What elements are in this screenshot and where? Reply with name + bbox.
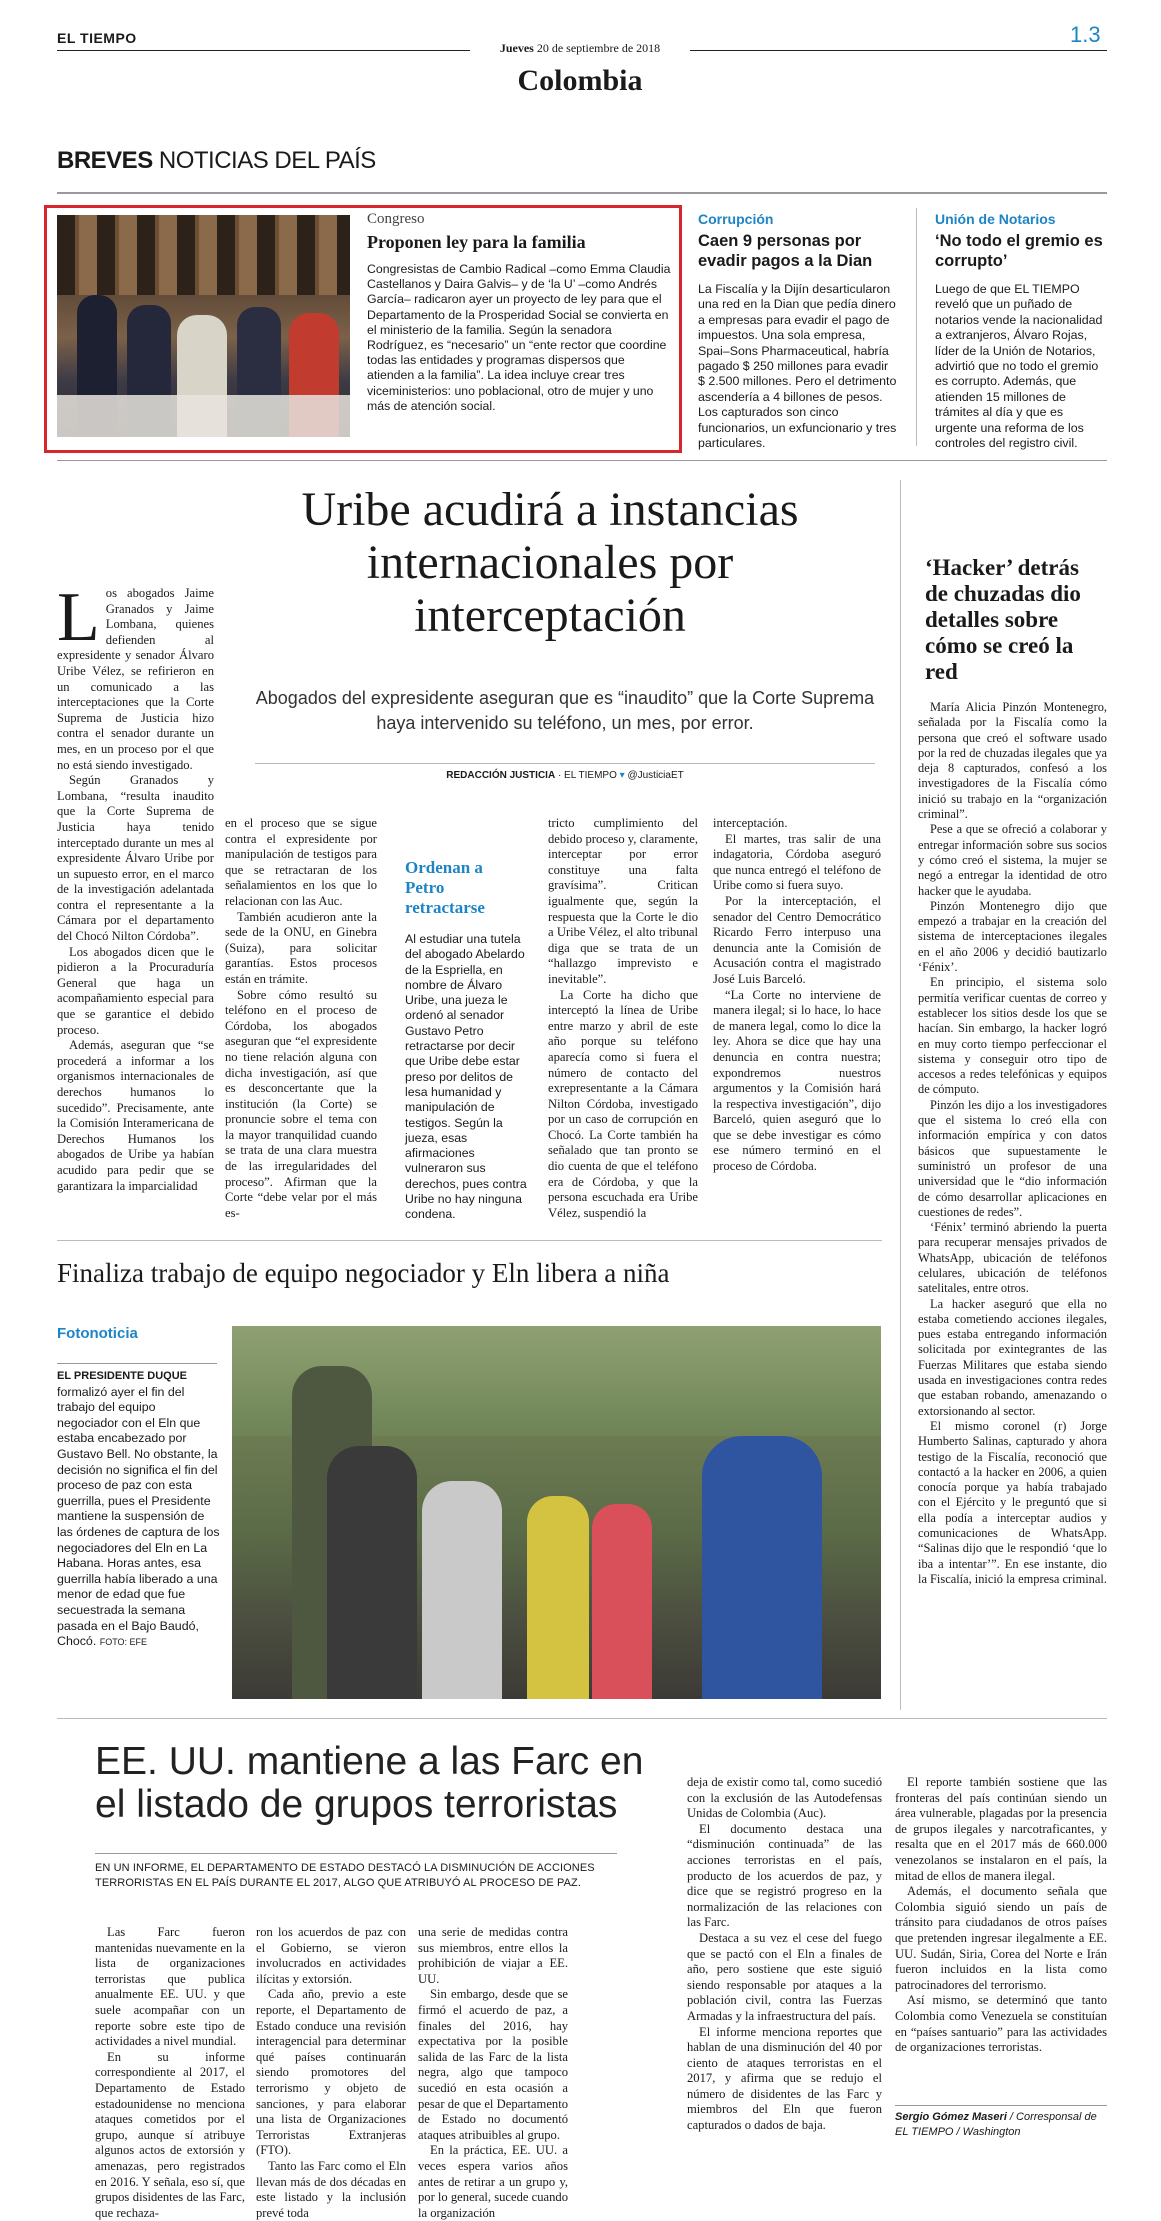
- dropcap: L: [57, 579, 100, 656]
- fotonoticia-kicker: Fotonoticia: [57, 1325, 138, 1342]
- notarios-kicker: Unión de Notarios: [935, 211, 1056, 227]
- hacker-headline: ‘Hacker’ detrás de chuzadas dio detalles sobre cómo se creó la red: [925, 555, 1081, 684]
- uribe-headline: Uribe acudirá a instancias internacionales por interceptación: [301, 483, 799, 642]
- corrupcion-body: La Fiscalía y la Dijín desarticularon una red en la Dian que pedía dinero a empresas para evadir el pago de impuestos. Una sola empresa, Spai–Sons Pharmaceutical, habría pagado $ 250 millones para evadir $ 2.500 millones. Pero el detrimento ascendería a 4 billones de pesos. Los capturados son cinco funcionarios, un exfuncionario y tres particulares.: [698, 282, 897, 451]
- eln-photo: [232, 1326, 881, 1699]
- farc-top-rule: [57, 1718, 1107, 1719]
- twitter-handle[interactable]: @JusticiaET: [627, 770, 684, 781]
- uribe-subtitle: Abogados del expresidente aseguran que es “inaudito” que la Corte Suprema haya intervenido su teléfono, un mes, por error.: [255, 688, 875, 733]
- farc-col-3: una serie de medidas contra sus miembros, entre ellos la prohibición de viajar a EE. UU. Sin embargo, desde que se firmó el acuerdo de paz, a finales del 2016, hay expectativa por la posible salida de las Farc de la lista negra, algo que tampoco sucedió en esta ocasión a pesar de que el Departamento de Estado no documentó ataques atribuibles al grupo. En la práctica, EE. UU. a veces espera varios años antes de retirar a un grupo y, por lo general, sucede cuando la organización: [418, 1925, 569, 2220]
- issue-date: Jueves 20 de septiembre de 2018: [470, 41, 690, 56]
- corrupcion-kicker: Corrupción: [698, 211, 774, 227]
- congreso-photo: [57, 215, 350, 437]
- page-number: 1.3: [1070, 22, 1101, 47]
- farc-author-rule: [895, 2105, 1107, 2106]
- farc-deck: EN UN INFORME, EL DEPARTAMENTO DE ESTADO DESTACÓ LA DISMINUCIÓN DE ACCIONES TERRORISTAS EN EL PAÍS DURANTE EL 2017, ALGO QUE ATRIBUYÓ AL PROCESO DE PAZ.: [95, 1862, 595, 1889]
- corrupcion-title: Caen 9 personas por evadir pagos a la Dian: [698, 232, 873, 270]
- uribe-byline: REDACCIÓN JUSTICIA · EL TIEMPO ▾ @JusticiaET: [446, 770, 684, 781]
- uribe-col-4: tricto cumplimiento del debido proceso y, claramente, interceptar por error constituye una falta gravísima”. Critican igualmente que, según la respuesta que la Corte le dio a Uribe Vélez, el alto tribunal diga que se trata de un “hallazgo imprevisto e inevitable”. La Corte ha dicho que interceptó la línea de Uribe entre marzo y abril de este año porque su teléfono aparecía como si fuera el número de contacto del exrepresentante a la Cámara Nilton Córdoba, investigado por un caso de corrupción en Chocó. La Corte también ha señalado que tan pronto se dio cuenta de que el teléfono era de Córdoba, y que la persona escuchada era Uribe Vélez, suspendió la: [548, 816, 698, 1220]
- masthead-paper: EL TIEMPO: [57, 30, 137, 46]
- uribe-col-5: interceptación. El martes, tras salir de una indagatoria, Córdoba aseguró que nunca entregó el teléfono de Uribe como si fuera suyo. Por la interceptación, el senador del Centro Democrático Ricardo Ferro interpuso una denuncia ante la Comisión de Acusación contra el magistrado José Luis Barceló. “La Corte no interviene de manera ilegal; si lo hace, lo hace de manera legal, como lo dice la ley. Ahora se dice que hay una denuncia en contra nuestra; expondremos nuestros argumentos y la Comisión hará la respectiva investigación”, dijo Barceló, quien aseguró que lo que se debe investigar es cómo ese número terminó en el proceso de Córdoba.: [713, 816, 881, 1174]
- notarios-title: ‘No todo el gremio es corrupto’: [935, 232, 1103, 270]
- uribe-col-1: L os abogados Jaime Granados y Jaime Lombana, quienes defienden al expresidente y senador Álvaro Uribe Vélez, se refirieron en un comunicado a las interceptaciones que la Corte Suprema de Justicia hizo contra el senador durante un mes, en un proceso por el que no está siendo investigado. Según Granados y Lombana, “resulta inaudito que la Corte Suprema de Justicia haya tenido interceptado durante un mes al expresidente Álvaro Uribe por un supuesto error, en el marco de la investigación adelantada contra el representante a la Cámara por el departamento del Chocó Nilton Córdoba”. Los abogados dicen que le pidieron a la Procuraduría General que haga un acompañamiento especial para que se garantice el debido proceso. Además, aseguran que “se procederá a informar a los organismos internacionales de derechos humanos lo sucedido”. Precisamente, ante la Comisión Interamericana de Derechos Humanos los abogados de Uribe ya habían acudido para pedir que se garantizara la imparcialidad: [57, 579, 214, 1193]
- eln-top-rule: [57, 1240, 882, 1241]
- farc-col-4: deja de existir como tal, como sucedió con la exclusión de las Autodefensas Unidas de Colombia (Auc). El documento destaca una “disminución continuada” de las acciones terroristas en el país, producto de los acuerdos de paz, y dice que se registró progreso en la normalización de las relaciones con las Farc. Destaca a su vez el cese del fuego que se pactó con el Eln a finales de año, pero sostiene que este siguió siendo responsable por ataques a la población civil, contra las Fuerzas Armadas y la infraestructura del país. El informe menciona reportes que hablan de una disminución del 40 por ciento de ataques terroristas en el 2017, y afirma que se redujo el número de disidentes de las Farc y miembros del Eln que fueron capturados o dados de baja.: [687, 1775, 882, 2133]
- farc-col-5: El reporte también sostiene que las fronteras del país continúan siendo un área vulnerable, plagadas por la presencia de grupos ilegales y narcotraficantes, y resalta que en el 2017 más de 660.000 venezolanos se instalaron en el país, la mitad de ellos de manera ilegal. Además, el documento señala que Colombia siguió siendo un país de tránsito para ciudadanos de otros países que pretenden ingresar ilegalmente a EE. UU. Sudán, Siria, Corea del Norte e Irán fueron incluidos en la lista como patrocinadores del terrorismo. Así mismo, se determinó que tanto Colombia como Venezuela se constituían en “países santuario” para las actividades de organizaciones terroristas.: [895, 1775, 1107, 2055]
- petro-sidebar-title: Ordenan a Petro retractarse: [405, 858, 485, 917]
- fotonoticia-rule: [57, 1363, 217, 1364]
- notarios-body: Luego de que EL TIEMPO reveló que un puñado de notarios vende la nacionalidad a extranjeros, Álvaro Rojas, líder de la Unión de Notarios, advirtió que no todo el gremio es corrupto. Además, que atienden 15 millones de trámites al día y que es urgente una reforma de los controles del registro civil.: [935, 282, 1103, 451]
- farc-headline: EE. UU. mantiene a las Farc en el listado de grupos terroristas: [95, 1740, 644, 1826]
- breves-label: BREVES NOTICIAS DEL PAÍS: [57, 147, 376, 174]
- farc-author: Sergio Gómez Maseri / Corresponsal de EL TIEMPO / Washington: [895, 2111, 1097, 2138]
- farc-col-2: ron los acuerdos de paz con el Gobierno, se vieron involucrados en actividades ilícitas y extorsión. Cada año, previo a este reporte, el Departamento de Estado conduce una revisión interagencial para determinar qué países continuarán siendo promotores del terrorismo y objeto de sanciones, y para elaborar una lista de Organizaciones Terroristas Extranjeras (FTO). Tanto las Farc como el Eln llevan más de dos décadas en este listado y la inclusión prevé toda: [256, 1925, 406, 2220]
- breves-divider-1: [916, 208, 917, 446]
- hacker-body: María Alicia Pinzón Montenegro, señalada por la Fiscalía como la persona que creó el software usado por la red de chuzadas ilegales que ya deja 8 capturados, confesó a los investigadores de la Fiscalía cómo inició su trabajo en la “organización criminal”. Pese a que se ofreció a colaborar y entregar información sobre sus socios y cómo creó el sistema, la mujer se negó a entregar la identidad de otro hacker que le ayudaba. Pinzón Montenegro dijo que empezó a trabajar en la creación del sistema de interceptaciones ilegales en el año 2006 y decidió bautizarlo ‘Fénix’. En principio, el sistema solo permitía verificar cuentas de correo y establecer los sitios desde los que se hacían. Sin embargo, la hacker logró en muy corto tiempo perfeccionar el sistema y conseguir otro tipo de accesos a redes telefónicas y equipos de cómputo. Pinzón les dijo a los investigadores que el sistema lo creó ella con información empírica y con datos básicos que supuestamente le suministró un profesor de una universidad que le “dio información de cómo desarrollar aplicaciones en cuestiones de redes”. ‘Fénix’ terminó abriendo la puerta para recuperar mensajes privados de WhatsApp, ubicación de teléfonos celulares, ubicación de teléfonos satelitales, entre otros. La hacker aseguró que ella no estaba cometiendo acciones ilegales, pues estaba entregando información solicitada por exintegrantes de las Fuerzas Militares que estaba siendo usada en investigaciones contra redes que estaban robando, amenazando o extorsionando al sector. El mismo coronel (r) Jorge Humberto Salinas, capturado y ahora testigo de la Fiscalía, reconoció que contactó a la hacker en 2006, a quien conocía porque ya había trabajado con el Ejército y le preguntó que si ella podía a interceptar audios y comunicaciones de WhatsApp. “Salinas dijo que le respondió ‘que lo iba a intentar’”. En ese instante, dio la Fiscalía, inició la empresa criminal.: [918, 700, 1107, 1586]
- section-title: Colombia: [517, 64, 643, 97]
- farc-col-1: Las Farc fueron mantenidas nuevamente en la lista de organizaciones terroristas que publica anualmente EE. UU. y que suele acompañar con un reporte sobre este tipo de actividades a nivel mundial. En su informe correspondiente al 2017, el Departamento de Estado estadounidense no menciona ataques cometidos por el grupo, aunque sí atribuye algunos actos de extorsión y amenazas, pero registrados en 2016. Y señala, eso sí, que grupos disidentes de las Farc, que rechaza-: [95, 1925, 245, 2220]
- congreso-kicker: Congreso: [367, 211, 425, 227]
- breves-bottom-rule: [57, 460, 1107, 461]
- byline-rule: [255, 763, 875, 764]
- twitter-icon: ▾: [619, 770, 625, 781]
- hacker-divider: [900, 480, 901, 1710]
- congreso-body: Congresistas de Cambio Radical –como Emma Claudia Castellanos y Daira Galvis– y de ‘la U’ –como Andrés García– radicaron ayer un proyecto de ley para que el Departamento de la Prosperidad Social se convierta en el ministerio de la familia. Según la senadora Rodríguez, es “necesario” un “ente rector que coordine todas las entidades y programas dispersos que atienden a la familia”. La idea incluye crear tres viceministerios: uno poblacional, otro de mujer y uno más de atención social.: [367, 262, 671, 413]
- petro-sidebar-body: Al estudiar una tutela del abogado Abelardo de la Espriella, en nombre de Álvaro Uribe, una jueza le ordenó al senador Gustavo Petro retractarse por decir que Uribe debe estar preso por delitos de lesa humanidad y manipulación de testigos. Según la jueza, esas afirmaciones vulneraron sus derechos, pues contra Uribe no hay ninguna condena.: [405, 932, 527, 1222]
- uribe-col-2: en el proceso que se sigue contra el expresidente por manipulación de testigos para que se retractaran de los señalamientos en los que lo relacionan con las Auc. También acudieron ante la sede de la ONU, en Ginebra (Suiza), para solicitar garantías. Estos procesos están en trámite. Sobre cómo resultó su teléfono en el proceso de Córdoba, los abogados aseguran que “el expresidente no tiene relación alguna con dicha investigación, así que es desconcertante que la institución (la Corte) se pronuncie sobre el tema con la mayor tranquilidad cuando se trata de una clara muestra de las irregularidades del proceso”. Afirman que la Corte “debe velar por el más es-: [225, 816, 377, 1220]
- breves-rule: [57, 192, 1107, 194]
- eln-caption: EL PRESIDENTE DUQUE formalizó ayer el fin del trabajo del equipo negociador con el Eln que estaba encabezado por Gustavo Bell. No obstante, la decisión no significa el fin del proceso de paz con esta guerrilla, pues el Presidente mantiene la suspensión de las órdenes de captura de los negociadores del Eln en La Habana. Horas antes, esa guerrilla había liberado a una menor de edad que fue secuestrada la semana pasada en el Bajo Baudó, Chocó. FOTO: EFE: [57, 1370, 220, 1649]
- congreso-title: Proponen ley para la familia: [367, 232, 586, 252]
- farc-deck-rule: [95, 1853, 617, 1854]
- eln-headline: Finaliza trabajo de equipo negociador y Eln libera a niña: [57, 1258, 670, 1288]
